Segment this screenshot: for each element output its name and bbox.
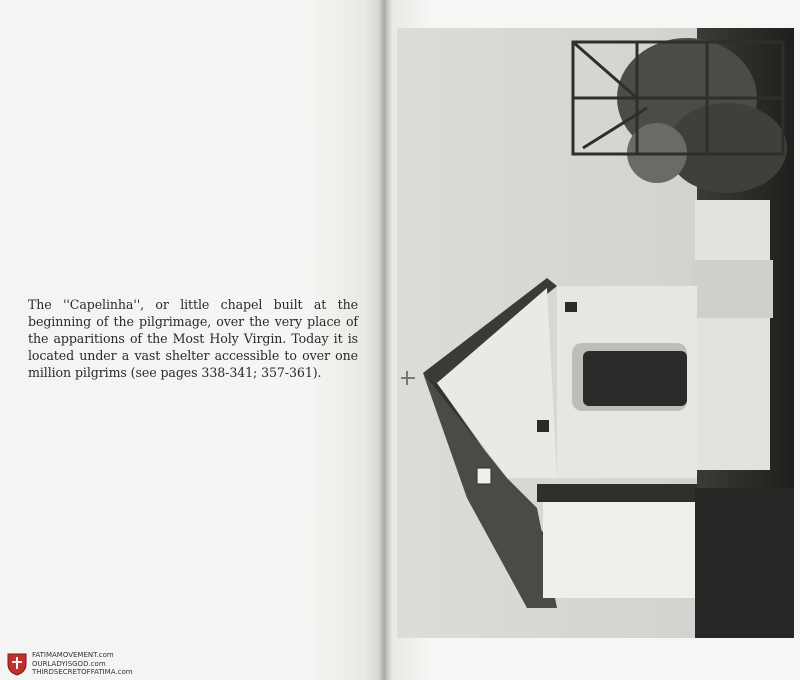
shield-logo-icon [6,652,28,676]
chapel-photo [397,28,794,638]
watermark-line: FATIMAMOVEMENT.com [32,651,114,660]
watermark-line: OURLADYISGOD.com [32,659,106,668]
book-gutter [378,0,392,680]
watermark-line: THIRDSECRETOFFATIMA.com [32,668,133,677]
watermark [6,650,133,678]
watermark-lines [32,651,133,677]
left-page [0,0,384,680]
caption-text: The ''Capelinha'', or little chapel built at the beginning of the pilgrimage, over the very place of the apparitions of the Most Holy Virgin. Today it is located under a vast shelter accessible to over one million pilgrims (see pages 338-341; 357-361). [28,297,358,380]
photo-caption [28,296,358,381]
